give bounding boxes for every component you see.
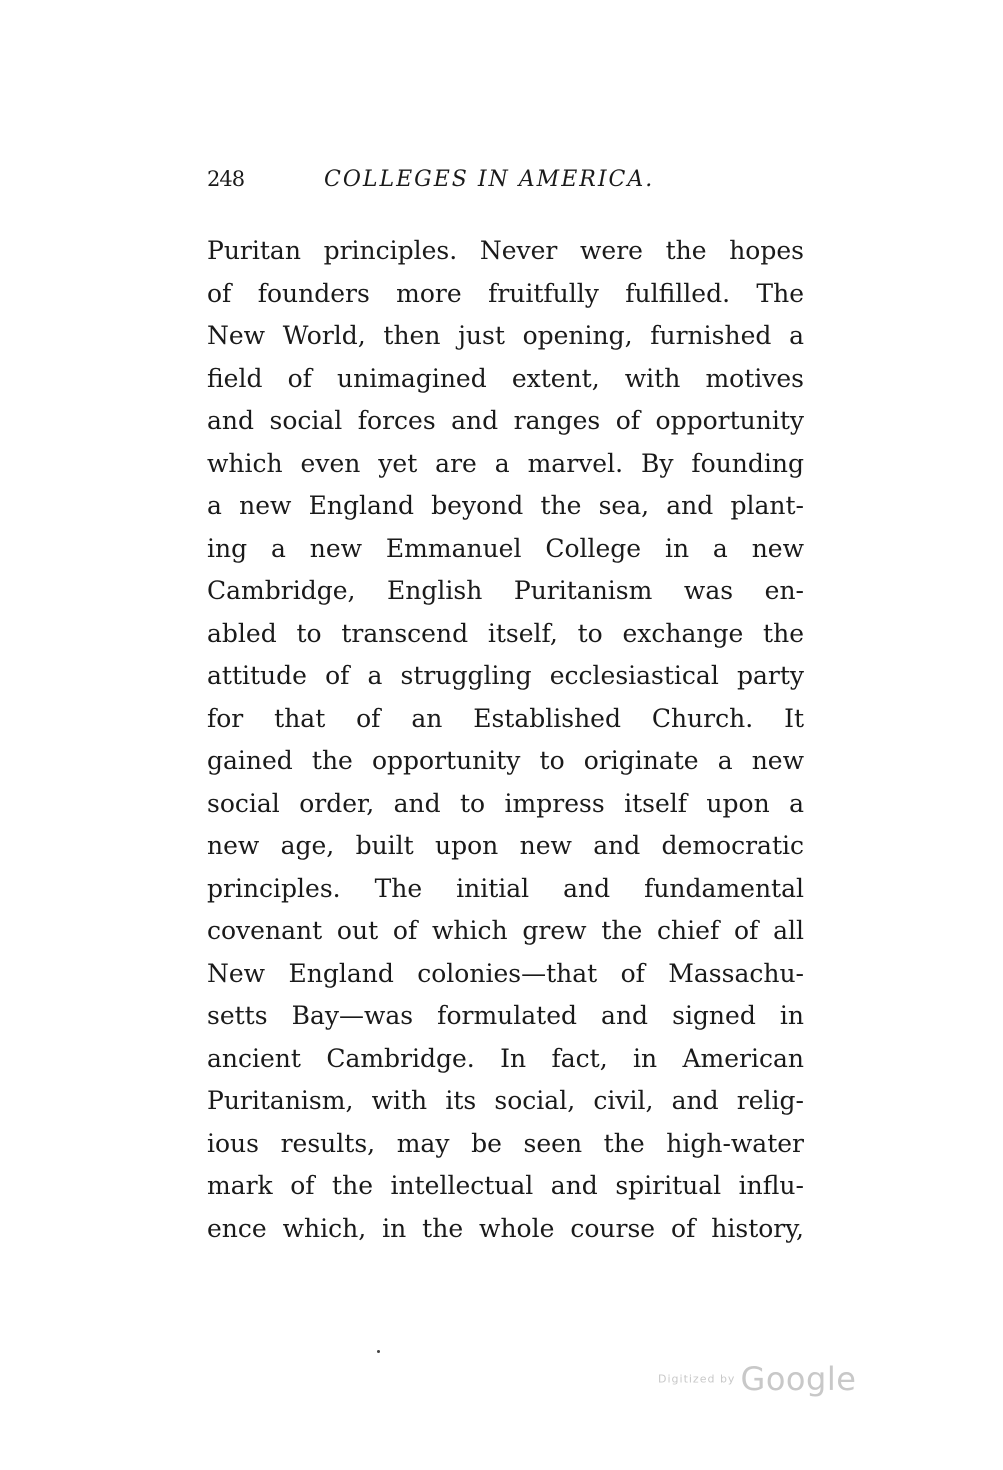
page-number: 248 bbox=[207, 167, 245, 191]
text-line: principles. The initial and fundamental bbox=[207, 873, 804, 903]
text-line: covenant out of which grew the chief of all bbox=[207, 916, 804, 945]
text-line: attitude of a struggling ecclesiastical party bbox=[207, 661, 804, 690]
text-line: gained the opportunity to originate a new bbox=[207, 746, 804, 775]
text-line: setts Bay—was formulated and signed in bbox=[207, 1001, 804, 1030]
text-line: for that of an Established Church. It bbox=[207, 703, 804, 733]
text-line: abled to transcend itself, to exchange the bbox=[207, 618, 804, 648]
running-title: COLLEGES IN AMERICA. bbox=[324, 167, 655, 192]
text-line: of founders more fruitfully fulfilled. The bbox=[207, 278, 804, 308]
text-line: which even yet are a marvel. By founding bbox=[207, 448, 804, 478]
printer-mark bbox=[377, 1350, 380, 1353]
text-line: ing a new Emmanuel College in a new bbox=[207, 533, 804, 563]
text-line: New England colonies—that of Massachu- bbox=[207, 958, 804, 988]
text-line: field of unimagined extent, with motives bbox=[207, 363, 804, 393]
text-line: ence which, in the whole course of history, bbox=[207, 1213, 804, 1243]
text-line: ancient Cambridge. In fact, in American bbox=[207, 1043, 804, 1073]
watermark-prefix: Digitized by bbox=[658, 1372, 736, 1386]
text-line: ious results, may be seen the high-water bbox=[207, 1128, 804, 1158]
google-watermark bbox=[658, 1360, 856, 1398]
watermark-brand: Google bbox=[740, 1360, 857, 1398]
page-header bbox=[207, 167, 807, 201]
text-line: New World, then just opening, furnished a bbox=[207, 321, 804, 350]
text-line: mark of the intellectual and spiritual influ- bbox=[207, 1171, 804, 1200]
text-line: new age, built upon new and democratic bbox=[207, 831, 804, 860]
text-line: a new England beyond the sea, and plant- bbox=[207, 491, 804, 520]
body-text bbox=[207, 230, 804, 1250]
text-line: Puritan principles. Never were the hopes bbox=[207, 236, 804, 265]
text-line: Puritanism, with its social, civil, and relig- bbox=[207, 1086, 804, 1115]
text-line: social order, and to impress itself upon a bbox=[207, 788, 804, 818]
text-line: and social forces and ranges of opportunity bbox=[207, 406, 804, 435]
text-line: Cambridge, English Puritanism was en- bbox=[207, 576, 804, 605]
